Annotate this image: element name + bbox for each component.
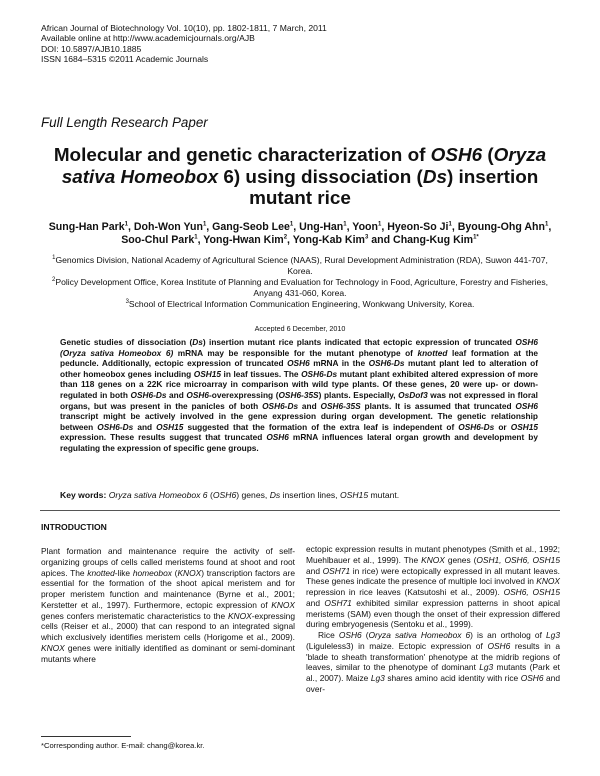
text-run: genes ( <box>444 554 477 565</box>
text-run: results in a 'blade to sheath transformation' phenotype at the midrib regions of leaves, similar to the phenotype of dominant <box>306 640 561 673</box>
text-run: in rice) were ectopically expressed in all mutant leaves. These genes indicate the presence of multiple loci involved in <box>306 565 560 587</box>
text-run: ) is an ortholog of <box>470 630 546 640</box>
text-run: OSH1, OSH6, OSH15 <box>476 554 560 565</box>
text-run: and <box>306 565 323 576</box>
text-run: genes were initially identified as dominant or semi-dominant mutants where <box>41 642 295 664</box>
text-run: OSH15 <box>156 421 184 432</box>
text-run: KNOX <box>41 642 65 653</box>
text-run: ) transcription factors are essential for the formation of the shoot apical meristem and for proper meristem function and maintenance (Byrne et al., 2001; Kerstetter et al., 1997). Furthermore, ectopic expression of <box>41 567 295 610</box>
author-name: Ung-Han <box>299 221 344 233</box>
text-run: knotted <box>417 347 448 358</box>
text-run: ) genes, <box>236 490 270 500</box>
text-run: OSH71 <box>322 565 351 576</box>
text-run: and <box>306 597 325 608</box>
author-name: Soo-Chul Park <box>121 234 195 247</box>
author-list: Sung-Han Park$^1$, Doh-Won Yun$^1$, Gang-Seob Lee$^1$, Ung-Han$^1$, Yoon$^1$, Hyeon-So Ji$^1$, Byoung-Ohg Ahn$^1$, Soo-Chul Park$^1$, Yong-Hwan Kim$^2$, Yong-Kab Kim$^3$ and Chang-Kug Kim$^{1*}$ <box>48 221 552 247</box>
doi: DOI: 10.5897/AJB10.1885 <box>41 43 142 54</box>
affiliation-text: Genomics Division, National Academy of Agricultural Science (NAAS), Rural Development Administration (RDA), Suwon 441-707, Korea. <box>55 255 548 276</box>
section-divider <box>40 510 560 511</box>
text-run: ( <box>207 490 213 500</box>
text-run: OSH6 <box>520 673 544 683</box>
text-run: insertion lines, <box>280 490 340 500</box>
text-run: homeobox <box>132 567 172 578</box>
text-run: Rice <box>318 630 339 640</box>
text-run: mutant. <box>368 490 400 500</box>
text-run: OSH6-35S <box>320 400 361 411</box>
text-run: leaf formation at the peduncle. Additionally, ectopic expression of truncated <box>60 347 539 369</box>
text-run: ) plants. Especially, <box>318 389 399 400</box>
text-run: Genetic studies of dissociation ( <box>60 337 193 347</box>
author-name: Hyeon-So Ji <box>387 221 449 233</box>
text-run: OSH6 <box>487 640 511 651</box>
text-run: mutants (Park et al., 2007). Maize <box>306 662 560 683</box>
text-run: OSH15 <box>510 421 538 432</box>
text-run: -overexpressing ( <box>209 389 279 400</box>
text-run: Lg3 <box>546 630 560 640</box>
text-run: OSH6-Ds <box>130 389 167 400</box>
journal-header <box>41 23 327 65</box>
author-affiliation-mark: 1 <box>378 221 382 228</box>
text-run: suggested that the formation of the extra leaf is independent of <box>183 421 459 432</box>
footnote-divider <box>41 736 131 737</box>
author-name: Yong-Kab Kim <box>292 234 365 247</box>
author-name: Sung-Han Park <box>48 221 125 233</box>
left-column-paragraph <box>41 546 295 664</box>
text-run: OSH6 <box>287 358 310 369</box>
text-run: ( <box>361 630 369 640</box>
text-run: and <box>166 389 187 400</box>
left-column <box>41 546 295 664</box>
text-run: mRNA influences lateral organ growth and development by regulating the expression of specific gene groups. <box>60 432 538 453</box>
text-run: OSH6 <box>266 432 289 443</box>
right-column <box>306 544 560 695</box>
author-name: Doh-Won Yun <box>133 221 203 233</box>
text-run: Oryza sativa Homeobox 6 <box>368 630 471 640</box>
author-name: Yong-Hwan Kim <box>203 234 284 247</box>
text-run: KNOX <box>421 554 445 565</box>
text-run: or <box>494 421 511 432</box>
text-run: OSH6 <box>212 490 237 500</box>
keywords <box>60 490 540 500</box>
accepted-date: Accepted 6 December, 2010 <box>254 324 346 333</box>
text-run: OSH15 <box>193 368 221 379</box>
text-run: (Liguleless3) in maize. Ectopic expression of <box>306 640 488 651</box>
paper-title <box>40 145 560 210</box>
text-run: OSH6 <box>186 389 209 400</box>
author-affiliation-mark: 1 <box>448 221 452 228</box>
author-name: Byoung-Ohg Ahn <box>457 221 545 233</box>
text-run: mRNA in the <box>309 358 369 369</box>
text-run: Plant formation and maintenance require the activity of self-organizing groups of cells called meristems found at shoot and root apices. The <box>41 546 295 578</box>
author-name: Gang-Seob Lee <box>212 221 290 233</box>
text-run: OSH6 <box>338 630 362 640</box>
text-run: and <box>298 400 321 411</box>
affiliation <box>40 277 560 299</box>
text-run: OSH6-35S <box>278 389 319 400</box>
text-run: knotted <box>87 567 115 578</box>
text-run: ( <box>171 567 178 578</box>
text-run: -like <box>114 567 133 578</box>
text-run: -expressing cells (Reiser et al., 2000) that can respond to an integrated signal which exclusively identifies meristem cells (Horigome et al., 2009). <box>41 610 295 642</box>
corresponding-author-footnote: *Corresponding author. E-mail: chang@korea.kr. <box>41 741 205 750</box>
text-run: KNOX <box>177 567 202 578</box>
author-affiliation-mark: 1 <box>544 221 549 228</box>
text-run: OSH71 <box>324 597 352 608</box>
title-part: ( <box>482 145 494 166</box>
text-run: OSH15 <box>339 490 369 500</box>
title-part: OSH6 <box>430 145 483 166</box>
author-affiliation-mark: 1 <box>202 221 207 228</box>
text-run: OSH6, OSH15 <box>503 587 560 597</box>
paper-type: Full Length Research Paper <box>41 115 208 130</box>
affiliation <box>40 255 560 277</box>
affiliation-text: School of Electrical Information Communication Engineering, Wonkwang University, Korea. <box>128 299 475 309</box>
text-run: mutant plant exhibited altered expression of more than 118 genes on a 22K rice microarray in comparison with wild type plants. Of these genes, 20 were up- or down-regulated in both <box>60 368 538 400</box>
text-run: ectopic expression results in mutant phenotypes (Smith et al., 1992; Muehlbauer et al., 1999). The <box>306 544 560 565</box>
text-run: and over- <box>306 673 560 694</box>
right-column-paragraph <box>306 544 560 630</box>
text-run: Lg3 <box>370 673 385 683</box>
author-affiliation-mark: 1 <box>194 234 198 241</box>
text-run: transcript might be actively involved in the gene expression during organ development. The genetic relationship between <box>60 411 538 432</box>
affiliations <box>40 255 560 310</box>
issn: ISSN 1684–5315 ©2011 Academic Journals <box>41 54 209 65</box>
authors-and: and <box>371 234 391 247</box>
text-run: Lg3 <box>479 662 494 673</box>
author-affiliation-mark: 1 <box>343 221 347 228</box>
journal-url: Available online at http://www.academicjournals.org/AJB <box>41 33 255 44</box>
text-run: KNOX <box>227 610 252 621</box>
text-run: OSH6-Ds <box>262 400 299 411</box>
affiliation-mark: 3 <box>125 299 129 306</box>
affiliation-mark: 1 <box>52 255 56 262</box>
text-run: OSH6 (Oryza sativa Homeobox 6) <box>60 337 539 358</box>
text-run: repression in rice leaves (Katsutoshi et al., 2009). <box>306 587 504 597</box>
text-run: shares amino acid identity with rice <box>384 673 521 683</box>
text-run: OSH6-Ds <box>368 358 405 369</box>
text-run: OsDof3 <box>398 389 428 400</box>
affiliation-mark: 2 <box>52 277 56 284</box>
text-run: OSH6-Ds <box>97 421 134 432</box>
text-run: exhibited similar expression patterns in shoot apical meristems (SAM) even though the onset of their expression differed during embryogenesis (Sentoku et al., 1999). <box>306 597 560 630</box>
title-part: Oryza sativa Homeobox <box>61 145 547 188</box>
introduction-heading: INTRODUCTION <box>41 522 107 532</box>
text-run: mRNA may be responsible for the mutant phenotype of <box>173 347 418 358</box>
text-run: OSH6-Ds <box>301 368 338 379</box>
affiliation <box>40 299 560 310</box>
text-run: Oryza sativa Homeobox 6 <box>108 490 208 500</box>
author-name: Chang-Kug Kim <box>393 234 474 247</box>
title-part: Ds <box>422 166 447 188</box>
text-run: Ds <box>192 337 203 347</box>
text-run: OSH6-Ds <box>458 421 495 432</box>
text-run: in leaf tissues. The <box>220 368 302 379</box>
author-affiliation-mark: 2 <box>283 234 288 241</box>
text-run: Key words: <box>60 490 107 500</box>
affiliation-text: Policy Development Office, Korea Institute of Planning and Evaluation for Technology in Food, Agriculture, Forestry and Fisheries, Anyang 431-060, Korea. <box>55 277 548 298</box>
title-part: ) insertion mutant rice <box>249 166 539 209</box>
text-run: KNOX <box>536 576 560 587</box>
journal-citation: African Journal of Biotechnology Vol. 10(10), pp. 1802-1811, 7 March, 2011 <box>41 23 327 33</box>
author-affiliation-mark: 1* <box>473 234 479 241</box>
text-run: was not expressed in floral organs, but was present in the panicles of both <box>60 389 538 411</box>
text-run: OSH6 <box>515 400 538 411</box>
text-run: mutant plant led to alteration of other homeobox genes including <box>60 358 539 379</box>
author-affiliation-mark: 3 <box>364 234 369 241</box>
author-affiliation-mark: 1 <box>289 221 294 228</box>
author-name: Yoon <box>352 221 378 233</box>
author-affiliation-mark: 1 <box>124 221 128 228</box>
text-run: genes confers meristematic characteristics to the <box>41 610 228 621</box>
text-run: expression. These results suggest that truncated <box>60 432 267 443</box>
title-part: Molecular and genetic characterization of <box>53 145 431 166</box>
text-run: and <box>133 421 157 432</box>
text-run: plants. It is assumed that truncated <box>360 400 516 411</box>
text-run: Ds <box>269 490 281 500</box>
right-column-paragraph <box>306 630 560 695</box>
abstract <box>60 337 538 454</box>
title-part: 6) using dissociation ( <box>218 166 423 188</box>
text-run: ) insertion mutant rice plants indicated that ectopic expression of truncated <box>202 337 516 347</box>
text-run: KNOX <box>271 599 295 610</box>
